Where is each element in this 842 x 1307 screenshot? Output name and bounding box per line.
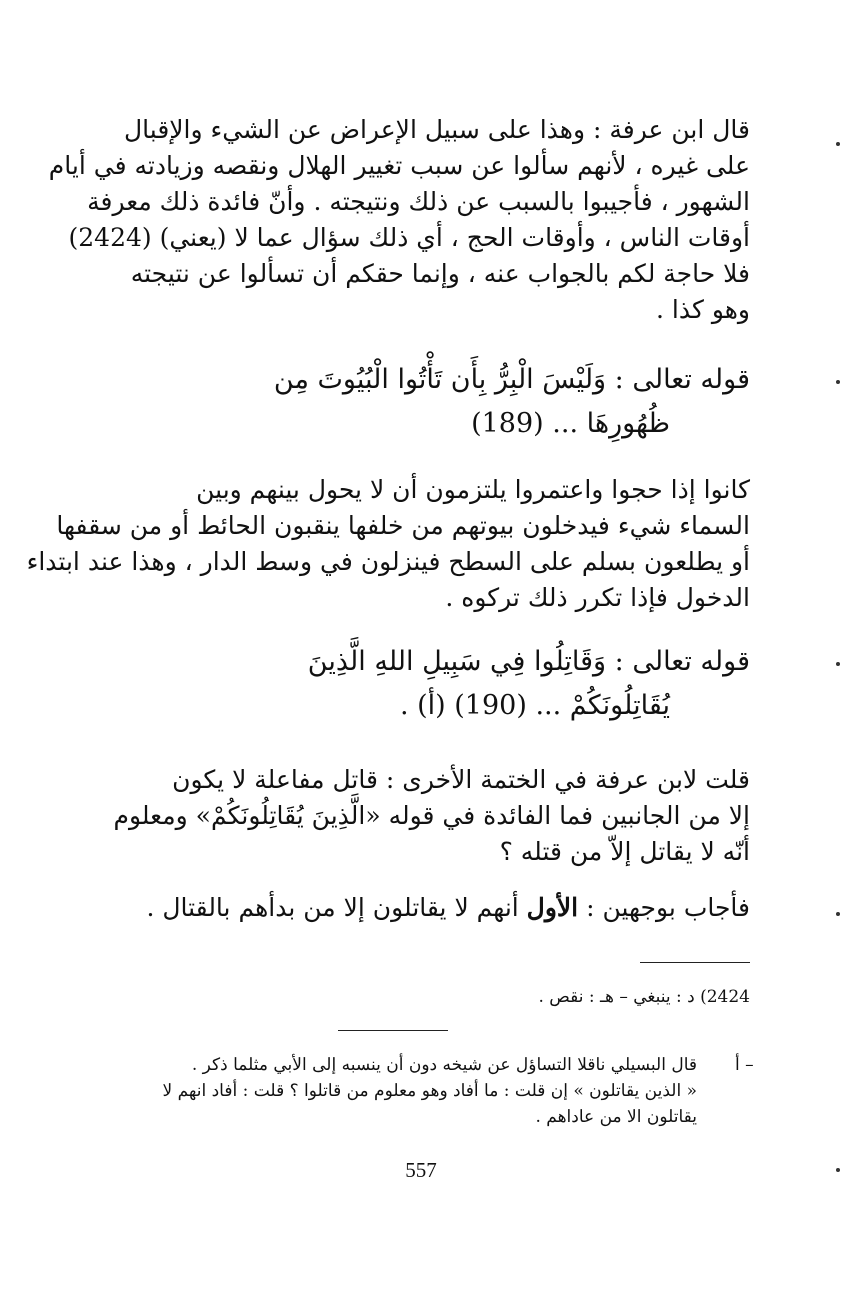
paragraph-question <box>72 762 750 870</box>
paragraph-line: أو يطلعون بسلم على السطح فينزلون في وسط الدار ، وهذا عند ابتداء <box>26 547 750 576</box>
footnote-line: « الذين يقاتلون » إن قلت : ما أفاد وهو معلوم من قاتلوا ؟ قلت : أفاد انهم لا <box>162 1081 697 1101</box>
footnote-line: يقاتلون الا من عاداهم . <box>535 1107 697 1127</box>
verse-line: قوله تعالى : وَقَاتِلُوا فِي سَبِيلِ اللهِ الَّذِينَ <box>307 646 750 677</box>
paragraph-line: على غيره ، لأنهم سألوا عن سبب تغيير الهلال ونقصه وزيادته في أيام <box>48 151 750 180</box>
footnote-separator-secondary <box>338 1030 448 1031</box>
answer-first-point: أنهم لا يقاتلون إلا من بدأهم بالقتال . <box>146 893 527 922</box>
paragraph-hajj-custom <box>26 472 750 616</box>
margin-dot <box>836 142 840 146</box>
answer-line <box>72 890 750 926</box>
paragraph-line: أنّه لا يقاتل إلاّ من قتله ؟ <box>499 837 750 866</box>
footnote-separator <box>640 962 750 963</box>
paragraph-line: إلا من الجانبين فما الفائدة في قوله «الَّذِينَ يُقَاتِلُونَكُمْ» ومعلوم <box>113 801 750 830</box>
footnote-a-marker: أ – <box>735 1055 754 1075</box>
page-number: 557 <box>405 1158 437 1182</box>
margin-dot <box>836 1168 840 1172</box>
paragraph-line: الدخول فإذا تكرر ذلك تركوه . <box>445 583 750 612</box>
footnote-line: قال البسيلي ناقلا التساؤل عن شيخه دون أن ينسبه إلى الأبي مثلما ذكر . <box>191 1055 697 1075</box>
paragraph-ibn-arafa-commentary <box>48 112 750 328</box>
paragraph-line: كانوا إذا حجوا واعتمروا يلتزمون أن لا يحول بينهم وبين <box>196 475 750 504</box>
margin-dot <box>836 380 840 384</box>
footnote-2424 <box>72 984 750 1010</box>
margin-dot <box>836 662 840 666</box>
paragraph-line: وهو كذا . <box>656 295 750 324</box>
answer-intro: فأجاب بوجهين : <box>578 893 750 922</box>
paragraph-line: فلا حاجة لكم بالجواب عنه ، وإنما حقكم أن تسألوا عن نتيجته <box>130 259 750 288</box>
footnote-line: 2424) د : ينبغي – هـ : نقص . <box>538 987 750 1007</box>
paragraph-line: أوقات الناس ، وأوقات الحج ، أي ذلك سؤال عما لا (يعني) (2424) <box>68 223 750 252</box>
verse-line: قوله تعالى : وَلَيْسَ الْبِرُّ بِأَن تَأْتُوا الْبُيُوتَ مِن <box>273 364 750 395</box>
paragraph-answer <box>72 890 750 926</box>
paragraph-line: السماء شيء فيدخلون بيوتهم من خلفها ينقبون الحائط أو من سقفها <box>56 511 750 540</box>
paragraph-line: قال ابن عرفة : وهذا على سبيل الإعراض عن الشيء والإقبال <box>124 115 750 144</box>
footnote-a <box>72 1052 697 1130</box>
margin-dot <box>836 912 840 916</box>
verse-190 <box>72 640 750 728</box>
verse-line: يُقَاتِلُونَكُمْ ... (190) (أ) . <box>399 690 670 721</box>
answer-first-point-label: الأول <box>526 893 579 922</box>
verse-189 <box>72 358 750 446</box>
paragraph-line: الشهور ، فأجيبوا بالسبب عن ذلك ونتيجته . وأنّ فائدة ذلك معرفة <box>87 187 750 216</box>
verse-line: ظُهُورِهَا ... (189) <box>471 408 670 439</box>
paragraph-line: قلت لابن عرفة في الختمة الأخرى : قاتل مفاعلة لا يكون <box>172 765 750 794</box>
